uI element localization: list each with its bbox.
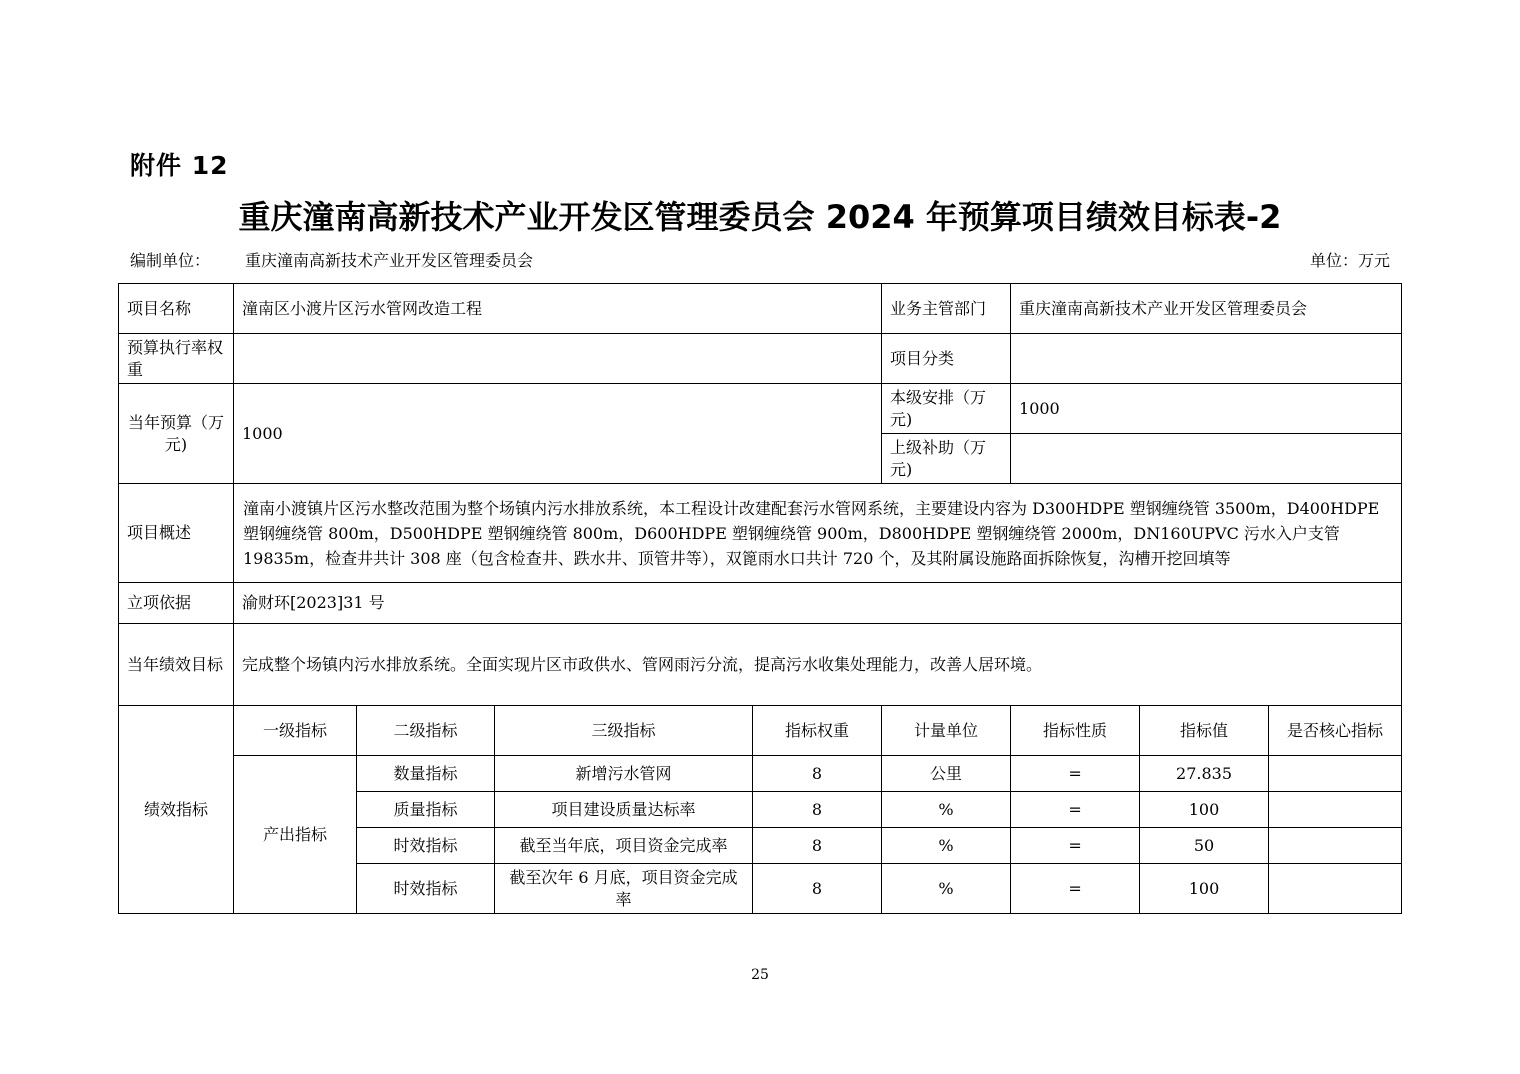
dept-label: 业务主管部门	[882, 284, 1011, 334]
local-funding-label: 本级安排（万元)	[882, 384, 1011, 434]
unit-cell: %	[882, 828, 1011, 864]
row-budget	[119, 384, 1402, 434]
level3-cell: 截至次年 6 月底，项目资金完成率	[495, 864, 753, 914]
basis-value: 渝财环[2023]31 号	[234, 583, 1402, 624]
goal-value: 完成整个场镇内污水排放系统。全面实现片区市政供水、管网雨污分流，提高污水收集处理能力，改善人居环境。	[234, 624, 1402, 706]
indicator-section-label: 绩效指标	[119, 706, 234, 914]
nature-cell: =	[1011, 792, 1140, 828]
header-level3: 三级指标	[495, 706, 753, 756]
header-value: 指标值	[1140, 706, 1269, 756]
nature-cell: =	[1011, 828, 1140, 864]
row-exec-weight	[119, 334, 1402, 384]
level2-cell: 时效指标	[357, 828, 495, 864]
local-funding-value: 1000	[1011, 384, 1402, 434]
unit-cell: %	[882, 864, 1011, 914]
header-level1: 一级指标	[234, 706, 357, 756]
page-title: 重庆潼南高新技术产业开发区管理委员会 2024 年预算项目绩效目标表-2	[238, 198, 1282, 236]
core-cell	[1269, 864, 1402, 914]
budget-label: 当年预算（万元)	[119, 384, 234, 484]
nature-cell: =	[1011, 864, 1140, 914]
unit-cell: 公里	[882, 756, 1011, 792]
nature-cell: =	[1011, 756, 1140, 792]
weight-cell: 8	[753, 864, 882, 914]
page-number: 25	[751, 967, 769, 983]
value-cell: 50	[1140, 828, 1269, 864]
upper-funding-label: 上级补助（万元)	[882, 434, 1011, 484]
category-label: 项目分类	[882, 334, 1011, 384]
weight-cell: 8	[753, 828, 882, 864]
category-value	[1011, 334, 1402, 384]
exec-weight-value	[234, 334, 882, 384]
project-name-value: 潼南区小渡片区污水管网改造工程	[234, 284, 882, 334]
header-core: 是否核心指标	[1269, 706, 1402, 756]
core-cell	[1269, 792, 1402, 828]
weight-cell: 8	[753, 792, 882, 828]
value-cell: 27.835	[1140, 756, 1269, 792]
currency-unit: 单位：万元	[1309, 251, 1390, 270]
upper-funding-value	[1011, 434, 1402, 484]
header-nature: 指标性质	[1011, 706, 1140, 756]
level2-cell: 时效指标	[357, 864, 495, 914]
row-project-name	[119, 284, 1402, 334]
indicator-row	[119, 756, 1402, 792]
level2-cell: 数量指标	[357, 756, 495, 792]
level2-cell: 质量指标	[357, 792, 495, 828]
org-label: 编制单位：	[130, 251, 211, 270]
unit-cell: %	[882, 792, 1011, 828]
performance-table	[118, 283, 1402, 914]
org-value: 重庆潼南高新技术产业开发区管理委员会	[245, 251, 534, 270]
header-level2: 二级指标	[357, 706, 495, 756]
value-cell: 100	[1140, 792, 1269, 828]
level3-cell: 截至当年底，项目资金完成率	[495, 828, 753, 864]
level1-output: 产出指标	[234, 756, 357, 914]
level3-cell: 项目建设质量达标率	[495, 792, 753, 828]
project-name-label: 项目名称	[119, 284, 234, 334]
row-goal	[119, 624, 1402, 706]
summary-value: 潼南小渡镇片区污水整改范围为整个场镇内污水排放系统，本工程设计改建配套污水管网系统，主要建设内容为 D300HDPE 塑钢缠绕管 3500m，D400HDPE 塑钢缠绕管 800m，D500HDPE 塑钢缠绕管 800m，D600HDPE 塑钢缠绕管 900m，D800HDPE 塑钢缠绕管 2000m，DN160UPVC 污水入户支管 19835m，检查井共计 308 座（包含检查井、跌水井、顶管井等），双篦雨水口共计 720 个，及其附属设施路面拆除恢复，沟槽开挖回填等	[234, 484, 1402, 583]
row-basis	[119, 583, 1402, 624]
core-cell	[1269, 756, 1402, 792]
core-cell	[1269, 828, 1402, 864]
indicator-header-row	[119, 706, 1402, 756]
row-summary	[119, 484, 1402, 583]
basis-label: 立项依据	[119, 583, 234, 624]
header-unit: 计量单位	[882, 706, 1011, 756]
header-weight: 指标权重	[753, 706, 882, 756]
value-cell: 100	[1140, 864, 1269, 914]
attachment-label: 附件 12	[130, 151, 229, 180]
dept-value: 重庆潼南高新技术产业开发区管理委员会	[1011, 284, 1402, 334]
summary-label: 项目概述	[119, 484, 234, 583]
weight-cell: 8	[753, 756, 882, 792]
exec-weight-label: 预算执行率权重	[119, 334, 234, 384]
budget-value: 1000	[234, 384, 882, 484]
goal-label: 当年绩效目标	[119, 624, 234, 706]
level3-cell: 新增污水管网	[495, 756, 753, 792]
